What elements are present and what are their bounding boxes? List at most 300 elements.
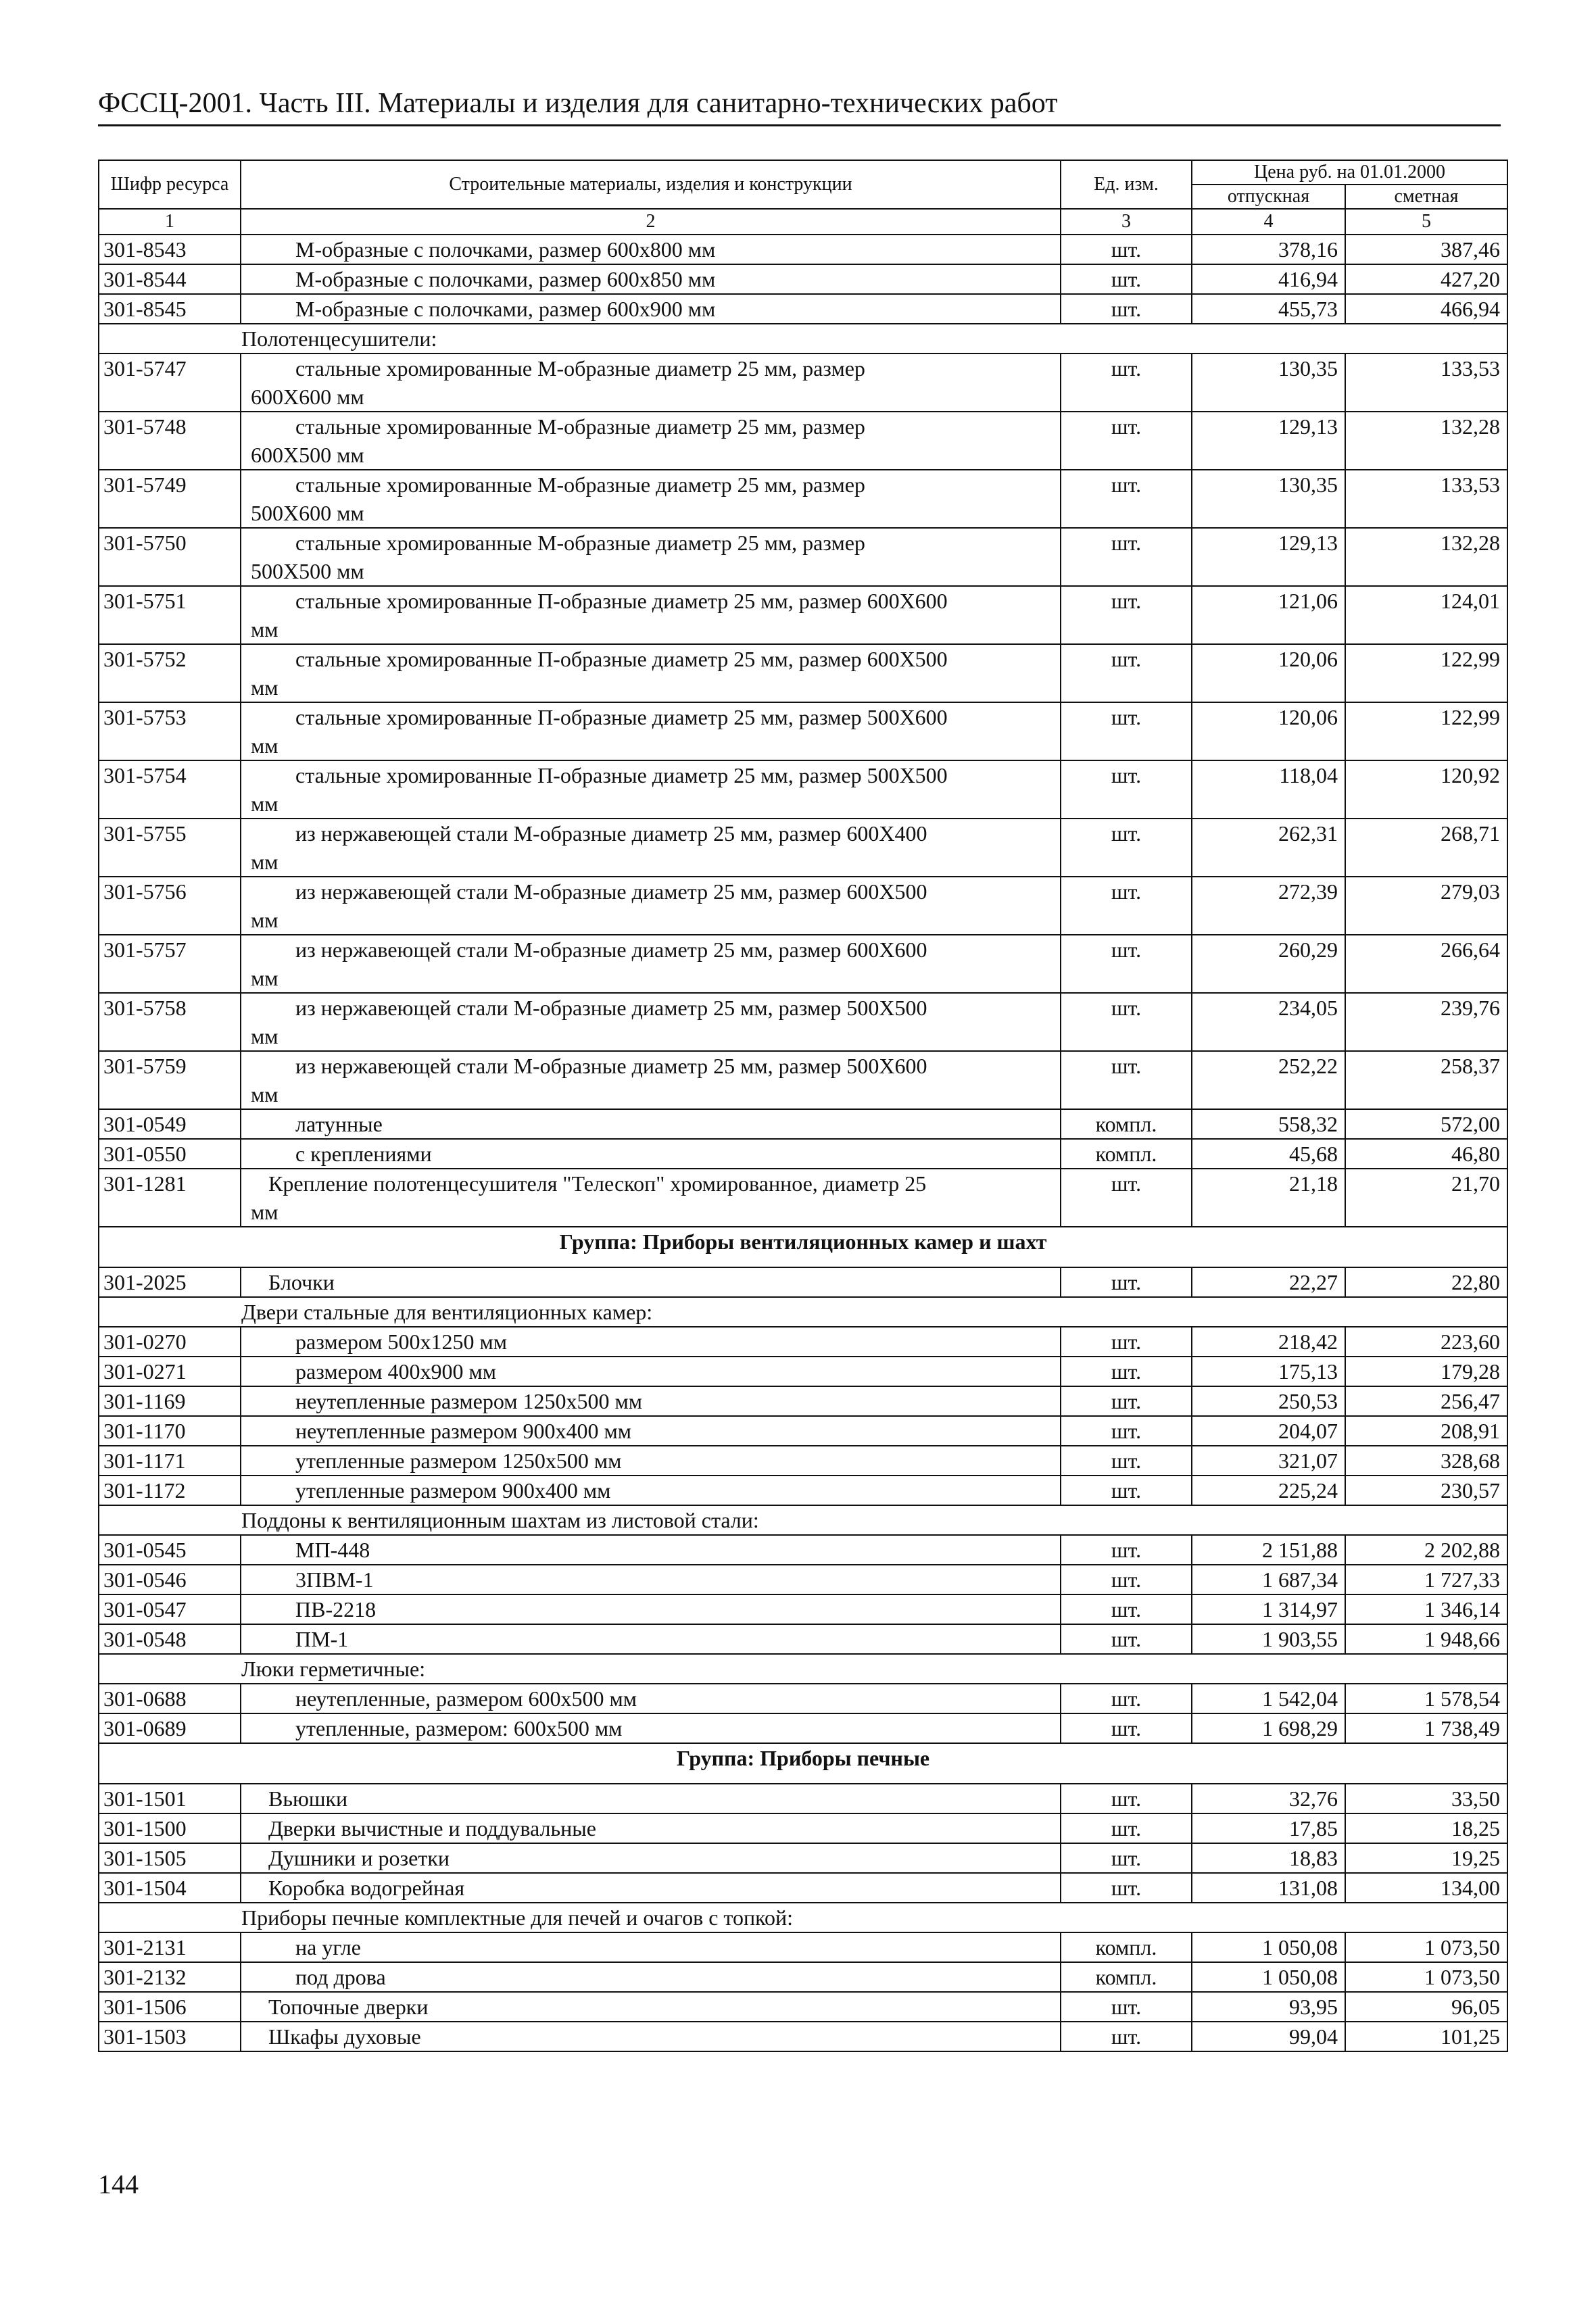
item-name-line: мм xyxy=(251,850,279,874)
estimate-price: 208,91 xyxy=(1345,1416,1507,1446)
resource-code: 301-0548 xyxy=(99,1624,241,1654)
item-name: неутепленные размером 900х400 мм xyxy=(241,1416,1061,1446)
release-price: 118,04 xyxy=(1192,760,1345,819)
estimate-price: 1 948,66 xyxy=(1345,1624,1507,1654)
unit: шт. xyxy=(1061,1992,1192,2022)
resource-code: 301-1503 xyxy=(99,2022,241,2051)
table-row xyxy=(99,470,1507,528)
item-name: с креплениями xyxy=(241,1139,1061,1169)
table-row xyxy=(99,993,1507,1051)
release-price: 260,29 xyxy=(1192,935,1345,993)
item-name xyxy=(241,1169,1061,1227)
resource-code: 301-8544 xyxy=(99,264,241,294)
estimate-price: 122,99 xyxy=(1345,702,1507,760)
item-name: утепленные размером 1250х500 мм xyxy=(241,1446,1061,1476)
unit: шт. xyxy=(1061,819,1192,877)
table-row xyxy=(99,294,1507,324)
estimate-price: 96,05 xyxy=(1345,1992,1507,2022)
resource-code: 301-2025 xyxy=(99,1267,241,1297)
subgroup-row xyxy=(99,1903,1507,1932)
resource-code: 301-5755 xyxy=(99,819,241,877)
item-name: ПВ-2218 xyxy=(241,1594,1061,1624)
release-price: 130,35 xyxy=(1192,470,1345,528)
resource-code: 301-1506 xyxy=(99,1992,241,2022)
header-estimate-price: сметная xyxy=(1345,185,1507,209)
release-price: 455,73 xyxy=(1192,294,1345,324)
estimate-price: 46,80 xyxy=(1345,1139,1507,1169)
unit: шт. xyxy=(1061,1594,1192,1624)
release-price: 1 903,55 xyxy=(1192,1624,1345,1654)
item-name-line: из нержавеющей стали М-образные диаметр 25 мм, размер 600Х600 xyxy=(295,937,927,962)
table-row xyxy=(99,1932,1507,1962)
resource-code: 301-1172 xyxy=(99,1476,241,1505)
release-price: 129,13 xyxy=(1192,412,1345,470)
item-name-line: мм xyxy=(251,966,279,990)
estimate-price: 134,00 xyxy=(1345,1873,1507,1903)
item-name xyxy=(241,760,1061,819)
estimate-price: 266,64 xyxy=(1345,935,1507,993)
item-name: Душники и розетки xyxy=(241,1843,1061,1873)
item-name xyxy=(241,819,1061,877)
item-name: Дверки вычистные и поддувальные xyxy=(241,1813,1061,1843)
unit: шт. xyxy=(1061,1535,1192,1565)
header-name: Строительные материалы, изделия и конструкции xyxy=(241,160,1061,209)
estimate-price: 19,25 xyxy=(1345,1843,1507,1873)
page-header-title: ФССЦ-2001. Часть III. Материалы и изделия для санитарно-технических работ xyxy=(98,88,1058,119)
release-price: 218,42 xyxy=(1192,1327,1345,1357)
subgroup-label: Приборы печные комплектные для печей и очагов с топкой: xyxy=(241,1905,794,1930)
unit: компл. xyxy=(1061,1139,1192,1169)
item-name-line: стальные хромированные П-образные диаметр 25 мм, размер 500Х500 xyxy=(295,763,948,787)
unit: шт. xyxy=(1061,1565,1192,1594)
table-row xyxy=(99,1962,1507,1992)
item-name xyxy=(241,877,1061,935)
resource-code: 301-8545 xyxy=(99,294,241,324)
resource-code: 301-5756 xyxy=(99,877,241,935)
unit: шт. xyxy=(1061,877,1192,935)
table-row xyxy=(99,1416,1507,1446)
unit: шт. xyxy=(1061,1169,1192,1227)
estimate-price: 133,53 xyxy=(1345,354,1507,412)
unit: шт. xyxy=(1061,1873,1192,1903)
release-price: 250,53 xyxy=(1192,1386,1345,1416)
estimate-price: 256,47 xyxy=(1345,1386,1507,1416)
release-price: 21,18 xyxy=(1192,1169,1345,1227)
resource-code: 301-1504 xyxy=(99,1873,241,1903)
item-name: латунные xyxy=(241,1109,1061,1139)
estimate-price: 223,60 xyxy=(1345,1327,1507,1357)
table-row xyxy=(99,935,1507,993)
unit: шт. xyxy=(1061,1476,1192,1505)
group-header-row xyxy=(99,1227,1507,1267)
release-price: 558,32 xyxy=(1192,1109,1345,1139)
table-row xyxy=(99,1594,1507,1624)
unit: шт. xyxy=(1061,1813,1192,1843)
estimate-price: 2 202,88 xyxy=(1345,1535,1507,1565)
header-col-number: 5 xyxy=(1345,209,1507,235)
release-price: 32,76 xyxy=(1192,1784,1345,1813)
resource-code: 301-2131 xyxy=(99,1932,241,1962)
release-price: 225,24 xyxy=(1192,1476,1345,1505)
estimate-price: 239,76 xyxy=(1345,993,1507,1051)
item-name xyxy=(241,586,1061,644)
release-price: 1 314,97 xyxy=(1192,1594,1345,1624)
unit: шт. xyxy=(1061,993,1192,1051)
item-name: 3ПВМ-1 xyxy=(241,1565,1061,1594)
resource-code: 301-5758 xyxy=(99,993,241,1051)
header-col-number: 1 xyxy=(99,209,241,235)
estimate-price: 133,53 xyxy=(1345,470,1507,528)
header-price: Цена руб. на 01.01.2000 xyxy=(1192,160,1507,185)
item-name-line: мм xyxy=(251,617,279,641)
table-row xyxy=(99,1535,1507,1565)
estimate-price: 279,03 xyxy=(1345,877,1507,935)
unit: шт. xyxy=(1061,412,1192,470)
estimate-price: 427,20 xyxy=(1345,264,1507,294)
resource-code: 301-0550 xyxy=(99,1139,241,1169)
item-name-line: 500Х600 мм xyxy=(251,501,364,525)
item-name-line: стальные хромированные П-образные диаметр 25 мм, размер 600Х600 xyxy=(295,589,948,613)
estimate-price: 1 738,49 xyxy=(1345,1713,1507,1743)
item-name xyxy=(241,702,1061,760)
item-name xyxy=(241,935,1061,993)
item-name-line: 600Х600 мм xyxy=(251,385,364,409)
estimate-price: 33,50 xyxy=(1345,1784,1507,1813)
table-row xyxy=(99,1476,1507,1505)
estimate-price: 1 073,50 xyxy=(1345,1932,1507,1962)
unit: шт. xyxy=(1061,1684,1192,1713)
item-name: Блочки xyxy=(241,1267,1061,1297)
estimate-price: 132,28 xyxy=(1345,412,1507,470)
item-name-line: 600Х500 мм xyxy=(251,443,364,467)
release-price: 2 151,88 xyxy=(1192,1535,1345,1565)
subgroup-title xyxy=(99,1297,1507,1327)
table-row xyxy=(99,235,1507,264)
estimate-price: 1 346,14 xyxy=(1345,1594,1507,1624)
item-name xyxy=(241,470,1061,528)
resource-code: 301-5753 xyxy=(99,702,241,760)
table-row xyxy=(99,1446,1507,1476)
table-row xyxy=(99,1624,1507,1654)
resource-code: 301-0689 xyxy=(99,1713,241,1743)
resource-code: 301-0546 xyxy=(99,1565,241,1594)
unit: шт. xyxy=(1061,644,1192,702)
item-name xyxy=(241,354,1061,412)
item-name-line: стальные хромированные П-образные диаметр 25 мм, размер 500Х600 xyxy=(295,705,948,729)
unit: шт. xyxy=(1061,1357,1192,1386)
item-name-line: стальные хромированные П-образные диаметр 25 мм, размер 600Х500 xyxy=(295,647,948,671)
estimate-price: 22,80 xyxy=(1345,1267,1507,1297)
resource-code: 301-5747 xyxy=(99,354,241,412)
table-row xyxy=(99,1873,1507,1903)
unit: шт. xyxy=(1061,235,1192,264)
estimate-price: 124,01 xyxy=(1345,586,1507,644)
estimate-price: 268,71 xyxy=(1345,819,1507,877)
estimate-price: 132,28 xyxy=(1345,528,1507,586)
item-name: неутепленные размером 1250х500 мм xyxy=(241,1386,1061,1416)
table-row xyxy=(99,1565,1507,1594)
release-price: 93,95 xyxy=(1192,1992,1345,2022)
item-name: размером 500х1250 мм xyxy=(241,1327,1061,1357)
table-row xyxy=(99,1169,1507,1227)
group-title: Группа: Приборы вентиляционных камер и шахт xyxy=(99,1227,1507,1267)
resource-code: 301-0688 xyxy=(99,1684,241,1713)
unit: шт. xyxy=(1061,1327,1192,1357)
resource-code: 301-0270 xyxy=(99,1327,241,1357)
table-row xyxy=(99,760,1507,819)
unit: шт. xyxy=(1061,1624,1192,1654)
table-row xyxy=(99,354,1507,412)
item-name xyxy=(241,644,1061,702)
release-price: 204,07 xyxy=(1192,1416,1345,1446)
resource-code: 301-5750 xyxy=(99,528,241,586)
table-row xyxy=(99,819,1507,877)
table-row xyxy=(99,644,1507,702)
resource-code: 301-1281 xyxy=(99,1169,241,1227)
header-col-number: 2 xyxy=(241,209,1061,235)
subgroup-title xyxy=(99,1654,1507,1684)
table-row xyxy=(99,264,1507,294)
release-price: 120,06 xyxy=(1192,702,1345,760)
item-name: М-образные с полочками, размер 600х800 мм xyxy=(241,235,1061,264)
unit: компл. xyxy=(1061,1932,1192,1962)
release-price: 272,39 xyxy=(1192,877,1345,935)
release-price: 129,13 xyxy=(1192,528,1345,586)
release-price: 121,06 xyxy=(1192,586,1345,644)
release-price: 17,85 xyxy=(1192,1813,1345,1843)
table-row xyxy=(99,1267,1507,1297)
resource-code: 301-5759 xyxy=(99,1051,241,1109)
table-row xyxy=(99,586,1507,644)
unit: шт. xyxy=(1061,528,1192,586)
header-col-number: 3 xyxy=(1061,209,1192,235)
table-row xyxy=(99,1051,1507,1109)
estimate-price: 1 578,54 xyxy=(1345,1684,1507,1713)
resource-code: 301-1505 xyxy=(99,1843,241,1873)
subgroup-label: Поддоны к вентиляционным шахтам из листовой стали: xyxy=(241,1508,759,1532)
table-row xyxy=(99,412,1507,470)
resource-code: 301-5752 xyxy=(99,644,241,702)
subgroup-title xyxy=(99,1505,1507,1535)
release-price: 234,05 xyxy=(1192,993,1345,1051)
item-name xyxy=(241,412,1061,470)
unit: шт. xyxy=(1061,1416,1192,1446)
item-name-line: мм xyxy=(251,733,279,758)
release-price: 416,94 xyxy=(1192,264,1345,294)
release-price: 321,07 xyxy=(1192,1446,1345,1476)
estimate-price: 179,28 xyxy=(1345,1357,1507,1386)
item-name-line: из нержавеющей стали М-образные диаметр 25 мм, размер 600Х400 xyxy=(295,821,927,846)
estimate-price: 572,00 xyxy=(1345,1109,1507,1139)
release-price: 1 698,29 xyxy=(1192,1713,1345,1743)
table-row xyxy=(99,528,1507,586)
resource-code: 301-1169 xyxy=(99,1386,241,1416)
unit: шт. xyxy=(1061,1386,1192,1416)
page-number: 144 xyxy=(98,2169,139,2199)
unit: шт. xyxy=(1061,935,1192,993)
item-name-line: мм xyxy=(251,675,279,700)
item-name-line: мм xyxy=(251,1200,279,1224)
item-name: размером 400х900 мм xyxy=(241,1357,1061,1386)
release-price: 131,08 xyxy=(1192,1873,1345,1903)
resource-code: 301-0271 xyxy=(99,1357,241,1386)
unit: шт. xyxy=(1061,586,1192,644)
item-name-line: мм xyxy=(251,1082,279,1106)
release-price: 22,27 xyxy=(1192,1267,1345,1297)
resource-code: 301-0549 xyxy=(99,1109,241,1139)
resource-code: 301-0547 xyxy=(99,1594,241,1624)
resource-code: 301-0545 xyxy=(99,1535,241,1565)
estimate-price: 466,94 xyxy=(1345,294,1507,324)
item-name-line: стальные хромированные М-образные диаметр 25 мм, размер xyxy=(295,356,865,381)
resource-code: 301-2132 xyxy=(99,1962,241,1992)
item-name-line: стальные хромированные М-образные диаметр 25 мм, размер xyxy=(295,414,865,439)
table-row xyxy=(99,1684,1507,1713)
item-name xyxy=(241,993,1061,1051)
table-row xyxy=(99,1713,1507,1743)
estimate-price: 21,70 xyxy=(1345,1169,1507,1227)
unit: шт. xyxy=(1061,264,1192,294)
item-name: М-образные с полочками, размер 600х900 мм xyxy=(241,294,1061,324)
table-row xyxy=(99,702,1507,760)
subgroup-row xyxy=(99,1297,1507,1327)
estimate-price: 18,25 xyxy=(1345,1813,1507,1843)
table-row xyxy=(99,1386,1507,1416)
estimate-price: 1 727,33 xyxy=(1345,1565,1507,1594)
resource-code: 301-1501 xyxy=(99,1784,241,1813)
item-name: М-образные с полочками, размер 600х850 мм xyxy=(241,264,1061,294)
item-name-line: мм xyxy=(251,908,279,932)
item-name: утепленные, размером: 600х500 мм xyxy=(241,1713,1061,1743)
subgroup-label: Полотенцесушители: xyxy=(241,326,437,351)
release-price: 1 687,34 xyxy=(1192,1565,1345,1594)
estimate-price: 230,57 xyxy=(1345,1476,1507,1505)
item-name-line: из нержавеющей стали М-образные диаметр 25 мм, размер 600Х500 xyxy=(295,879,927,904)
table-row xyxy=(99,1813,1507,1843)
estimate-price: 387,46 xyxy=(1345,235,1507,264)
resource-code: 301-1500 xyxy=(99,1813,241,1843)
unit: шт. xyxy=(1061,1051,1192,1109)
item-name: утепленные размером 900х400 мм xyxy=(241,1476,1061,1505)
release-price: 1 050,08 xyxy=(1192,1962,1345,1992)
release-price: 45,68 xyxy=(1192,1139,1345,1169)
table-row xyxy=(99,1109,1507,1139)
estimate-price: 1 073,50 xyxy=(1345,1962,1507,1992)
resource-code: 301-5754 xyxy=(99,760,241,819)
unit: шт. xyxy=(1061,354,1192,412)
group-title: Группа: Приборы печные xyxy=(99,1743,1507,1784)
item-name: Вьюшки xyxy=(241,1784,1061,1813)
resource-code: 301-5757 xyxy=(99,935,241,993)
unit: шт. xyxy=(1061,1446,1192,1476)
subgroup-row xyxy=(99,1654,1507,1684)
unit: компл. xyxy=(1061,1962,1192,1992)
table-row xyxy=(99,1784,1507,1813)
release-price: 252,22 xyxy=(1192,1051,1345,1109)
unit: шт. xyxy=(1061,702,1192,760)
release-price: 18,83 xyxy=(1192,1843,1345,1873)
estimate-price: 120,92 xyxy=(1345,760,1507,819)
release-price: 1 050,08 xyxy=(1192,1932,1345,1962)
release-price: 378,16 xyxy=(1192,235,1345,264)
item-name: Шкафы духовые xyxy=(241,2022,1061,2051)
item-name-line: стальные хромированные М-образные диаметр 25 мм, размер xyxy=(295,531,865,555)
item-name-line: из нержавеющей стали М-образные диаметр 25 мм, размер 500Х600 xyxy=(295,1054,927,1078)
estimate-price: 122,99 xyxy=(1345,644,1507,702)
item-name: под дрова xyxy=(241,1962,1061,1992)
resource-code: 301-5748 xyxy=(99,412,241,470)
item-name xyxy=(241,1051,1061,1109)
unit: шт. xyxy=(1061,1267,1192,1297)
subgroup-label: Двери стальные для вентиляционных камер: xyxy=(241,1300,653,1324)
item-name: ПМ-1 xyxy=(241,1624,1061,1654)
table-body xyxy=(99,235,1507,2051)
item-name: неутепленные, размером 600х500 мм xyxy=(241,1684,1061,1713)
group-header-row xyxy=(99,1743,1507,1784)
item-name-line: мм xyxy=(251,1024,279,1048)
unit: шт. xyxy=(1061,1843,1192,1873)
table-row xyxy=(99,1357,1507,1386)
unit: шт. xyxy=(1061,294,1192,324)
release-price: 99,04 xyxy=(1192,2022,1345,2051)
subgroup-label: Люки герметичные: xyxy=(241,1657,426,1681)
item-name-line: из нержавеющей стали М-образные диаметр 25 мм, размер 500Х500 xyxy=(295,996,927,1020)
item-name-line: Крепление полотенцесушителя "Телескоп" хромированное, диаметр 25 xyxy=(268,1171,927,1196)
item-name: на угле xyxy=(241,1932,1061,1962)
table-row xyxy=(99,1992,1507,2022)
table-row xyxy=(99,1843,1507,1873)
table-row xyxy=(99,877,1507,935)
unit: шт. xyxy=(1061,470,1192,528)
estimate-price: 101,25 xyxy=(1345,2022,1507,2051)
item-name-line: стальные хромированные М-образные диаметр 25 мм, размер xyxy=(295,472,865,497)
estimate-price: 328,68 xyxy=(1345,1446,1507,1476)
release-price: 1 542,04 xyxy=(1192,1684,1345,1713)
item-name-line: 500Х500 мм xyxy=(251,559,364,583)
subgroup-title xyxy=(99,1903,1507,1932)
unit: компл. xyxy=(1061,1109,1192,1139)
item-name xyxy=(241,528,1061,586)
estimate-price: 258,37 xyxy=(1345,1051,1507,1109)
item-name: Коробка водогрейная xyxy=(241,1873,1061,1903)
unit: шт. xyxy=(1061,2022,1192,2051)
unit: шт. xyxy=(1061,1784,1192,1813)
subgroup-title xyxy=(99,324,1507,354)
release-price: 120,06 xyxy=(1192,644,1345,702)
header-release-price: отпускная xyxy=(1192,185,1345,209)
table-row xyxy=(99,2022,1507,2051)
resource-code: 301-1170 xyxy=(99,1416,241,1446)
resource-code: 301-1171 xyxy=(99,1446,241,1476)
header-unit: Ед. изм. xyxy=(1061,160,1192,209)
price-table xyxy=(98,160,1508,2052)
header-col-number: 4 xyxy=(1192,209,1345,235)
release-price: 262,31 xyxy=(1192,819,1345,877)
item-name-line: мм xyxy=(251,791,279,816)
unit: шт. xyxy=(1061,1713,1192,1743)
subgroup-row xyxy=(99,324,1507,354)
item-name: Топочные дверки xyxy=(241,1992,1061,2022)
header-rule xyxy=(98,124,1501,126)
resource-code: 301-5749 xyxy=(99,470,241,528)
table-row xyxy=(99,1139,1507,1169)
resource-code: 301-5751 xyxy=(99,586,241,644)
release-price: 130,35 xyxy=(1192,354,1345,412)
table-row xyxy=(99,1327,1507,1357)
unit: шт. xyxy=(1061,760,1192,819)
subgroup-row xyxy=(99,1505,1507,1535)
resource-code: 301-8543 xyxy=(99,235,241,264)
